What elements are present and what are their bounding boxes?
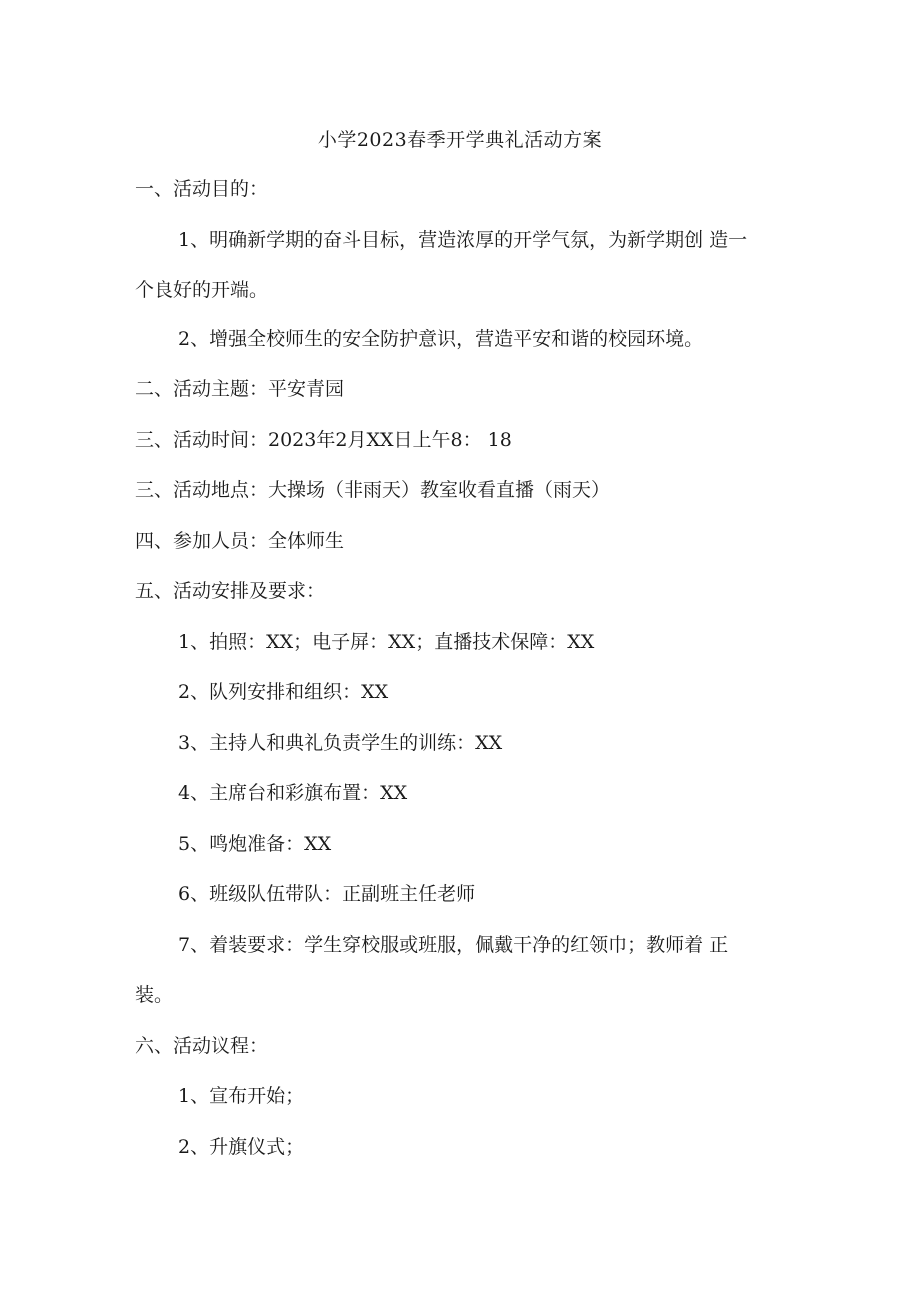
section-theme: 二、活动主题：平安青园 — [135, 378, 345, 400]
section-participants: 四、参加人员：全体师生 — [135, 530, 345, 552]
document-title: 小学2023春季开学典礼活动方案 — [317, 129, 603, 151]
arrangement-item-7: 7、着装要求：学生穿校服或班服，佩戴干净的红领巾；教师着 正 — [178, 934, 729, 956]
purpose-item-2: 2、增强全校师生的安全防护意识，营造平安和谐的校园环境。 — [178, 328, 704, 350]
section-heading-arrangements: 五、活动安排及要求： — [135, 580, 326, 602]
purpose-item-1: 1、明确新学期的奋斗目标，营造浓厚的开学气氛，为新学期创 造一 — [178, 229, 748, 251]
agenda-item-1: 1、宣布开始； — [178, 1085, 305, 1107]
arrangement-item-4: 4、主席台和彩旗布置：XX — [178, 782, 408, 804]
section-location: 三、活动地点：大操场（非雨天）教室收看直播（雨天） — [135, 479, 611, 501]
arrangement-item-6: 6、班级队伍带队：正副班主任老师 — [178, 883, 476, 905]
purpose-item-1-continued: 个良好的开端。 — [135, 279, 269, 301]
section-time: 三、活动时间：2023年2月XX日上午8： 18 — [135, 429, 512, 451]
arrangement-item-1: 1、拍照：XX；电子屏：XX；直播技术保障：XX — [178, 631, 595, 653]
agenda-item-2: 2、升旗仪式； — [178, 1136, 305, 1158]
section-heading-agenda: 六、活动议程： — [135, 1035, 269, 1057]
arrangement-item-2: 2、队列安排和组织：XX — [178, 681, 389, 703]
section-heading-purpose: 一、活动目的： — [135, 178, 269, 200]
arrangement-item-5: 5、鸣炮准备：XX — [178, 833, 332, 855]
arrangement-item-3: 3、主持人和典礼负责学生的训练：XX — [178, 732, 503, 754]
arrangement-item-7-continued: 装。 — [135, 984, 174, 1006]
